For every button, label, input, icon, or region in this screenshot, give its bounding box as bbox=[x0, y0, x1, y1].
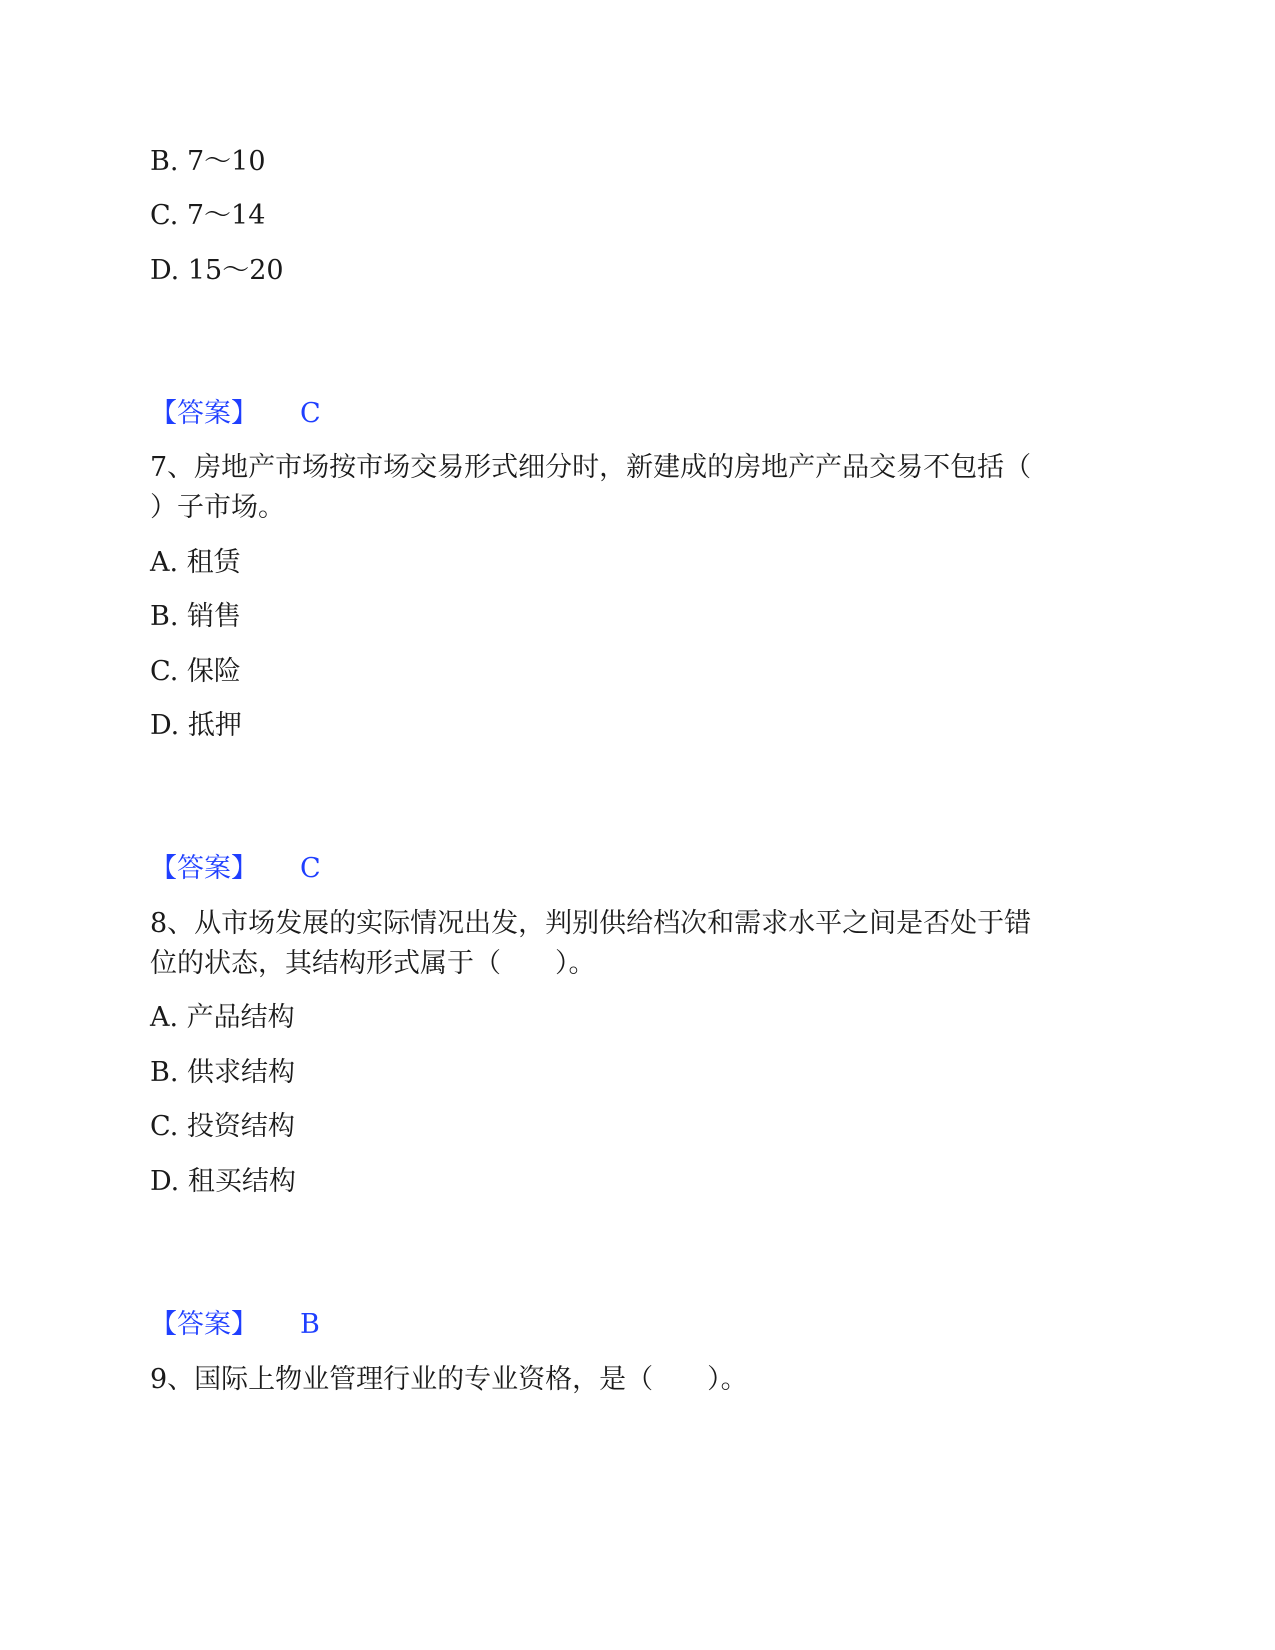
answer-label: 【答案】 bbox=[150, 398, 258, 429]
option-c: C. 投资结构 bbox=[150, 1111, 295, 1142]
option-b: B. 销售 bbox=[150, 601, 242, 632]
option-d: D. 租买结构 bbox=[150, 1166, 296, 1197]
question-7-line-2: ）子市场。 bbox=[150, 492, 285, 523]
answer-label: 【答案】 bbox=[150, 1309, 258, 1340]
option-c: C. 保险 bbox=[150, 656, 241, 687]
option-b: B. 7～10 bbox=[150, 146, 266, 177]
answer-value: B bbox=[300, 1309, 320, 1340]
question-8-line-1: 8、从市场发展的实际情况出发，判别供给档次和需求水平之间是否处于错 bbox=[150, 908, 1032, 939]
answer-value: C bbox=[300, 398, 321, 429]
question-7-line-1: 7、房地产市场按市场交易形式细分时，新建成的房地产产品交易不包括（ bbox=[150, 452, 1032, 483]
answer-6 bbox=[150, 398, 321, 430]
option-b: B. 供求结构 bbox=[150, 1057, 296, 1088]
answer-label: 【答案】 bbox=[150, 853, 258, 884]
option-a: A. 租赁 bbox=[150, 547, 241, 578]
option-d: D. 15～20 bbox=[150, 255, 284, 286]
option-a: A. 产品结构 bbox=[150, 1002, 295, 1033]
option-d: D. 抵押 bbox=[150, 710, 242, 741]
answer-8 bbox=[150, 1309, 320, 1341]
question-8-line-2: 位的状态，其结构形式属于（ ）。 bbox=[150, 948, 596, 979]
question-9-line-1: 9、国际上物业管理行业的专业资格，是（ ）。 bbox=[150, 1364, 748, 1395]
option-c: C. 7～14 bbox=[150, 200, 266, 231]
answer-value: C bbox=[300, 853, 321, 884]
answer-7 bbox=[150, 853, 321, 885]
